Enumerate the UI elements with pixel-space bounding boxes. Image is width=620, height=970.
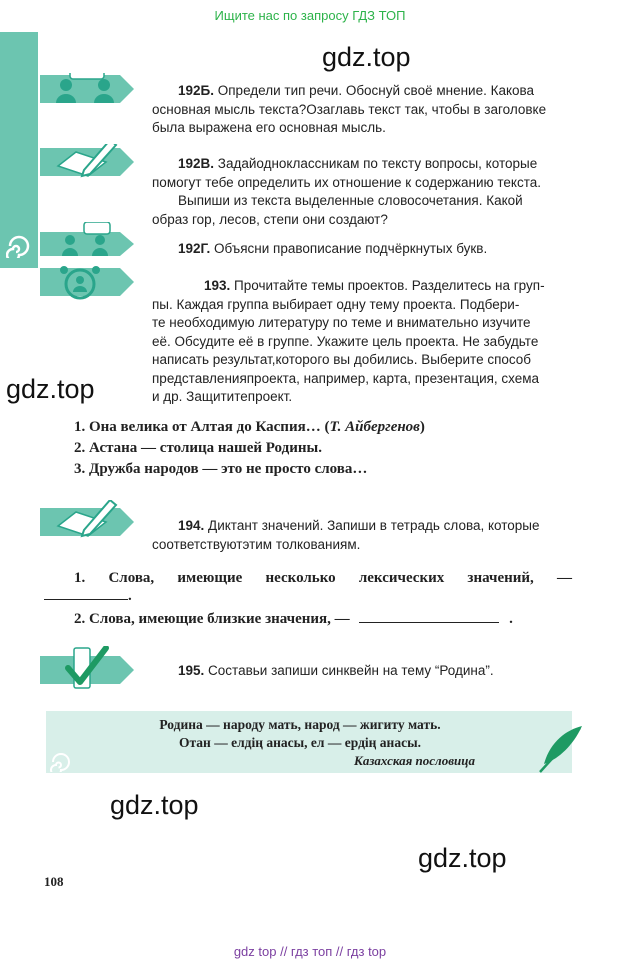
task-line: написать результат,которого вы добились. Выберите способ	[152, 352, 532, 367]
task-number: 192Б.	[178, 83, 214, 98]
task-line: Составьи запиши синквейн на тему “Родина”.	[208, 663, 494, 678]
project-topics-list	[74, 417, 574, 480]
pencil-writing-icon	[40, 144, 136, 176]
task-192b-text	[152, 82, 570, 138]
answer-blank[interactable]	[44, 587, 128, 600]
task-number: 195.	[178, 663, 205, 678]
side-decor-strip	[0, 32, 38, 268]
task-line: помогут тебе определить их отношение к содержанию текста.	[152, 174, 542, 190]
task-line: соответствуютэтим толкованиям.	[152, 536, 361, 552]
answer-blank[interactable]	[359, 610, 499, 623]
task-line: Определи тип речи. Обоснуй своё мнение. Какова	[217, 83, 535, 98]
task-192v-text	[152, 155, 570, 229]
definition-text: 2. Слова, имеющие близкие значения, —	[74, 611, 350, 627]
watermark: gdz.top	[418, 843, 507, 873]
watermark: gdz.top	[322, 42, 411, 72]
bottom-banner[interactable]: gdz top // гдз топ // гдз top	[233, 944, 387, 959]
task-number: 194.	[178, 518, 205, 533]
pencil-writing-icon	[40, 500, 136, 540]
task-line: Диктант значений. Запиши в тетрадь слова, которые	[208, 518, 540, 533]
definition-blank-1[interactable]	[44, 586, 132, 607]
swirl-icon	[50, 752, 76, 777]
top-search-banner[interactable]: Ищите нас по запросу ГДЗ ТОП	[214, 8, 406, 23]
task-line: Задайодноклассникам по тексту вопросы, которые	[217, 156, 538, 171]
proverb-source: Казахская пословица	[354, 753, 475, 768]
task-line: пы. Каждая группа выбирает одну тему проекта. Подбери-	[152, 296, 520, 312]
task-number: 192В.	[178, 156, 215, 171]
proverb-line: Отан — елдің анасы, ел — ердің анасы.	[179, 735, 421, 750]
task-line: Прочитайте темы проектов. Разделитесь на груп-	[234, 278, 545, 293]
checkmark-icon	[40, 646, 136, 692]
watermark: gdz.top	[6, 374, 95, 404]
task-line: её. Обсудите её в группе. Укажите цель проекта. Не забудьте	[152, 333, 539, 349]
feather-icon	[536, 724, 584, 779]
task-number: 192Г.	[178, 241, 211, 256]
period: .	[509, 611, 513, 627]
task-193-text	[152, 277, 572, 407]
task-line: и др. Защититепроект.	[152, 389, 293, 404]
task-line: представленияпроекта, например, карта, презентация, схема	[152, 370, 540, 386]
list-item: 1. Она велика от Алтая до Каспия… (Т. Айбергенов)	[74, 419, 425, 435]
page-number: 108	[44, 874, 64, 889]
task-195-text	[152, 662, 572, 681]
task-line: образ гор, лесов, степи они создают?	[152, 211, 388, 227]
watermark: gdz.top	[110, 790, 199, 820]
task-line: Выпиши из текста выделенные словосочетания. Какой	[178, 193, 523, 208]
group-icon	[40, 262, 136, 302]
period: .	[128, 588, 132, 604]
task-line: те необходимую литературу по теме и внимательно изучите	[152, 315, 531, 330]
discussion-icon	[40, 73, 136, 105]
task-194-text	[152, 517, 572, 554]
task-number: 193.	[204, 278, 231, 293]
swirl-icon	[6, 234, 36, 262]
proverb-line: Родина — народу мать, народ — жигиту мать.	[159, 717, 441, 732]
task-line: была выражена его основная мысль.	[152, 120, 386, 135]
task-line: основная мысль текста?Озаглавь текст так, чтобы в заголовке	[152, 101, 547, 117]
list-item: 2. Астана — столица нашей Родины.	[74, 440, 322, 456]
author-name: Т. Айбергенов	[329, 419, 420, 435]
definition-item: 1. Слова, имеющие несколько лексических значений, —	[74, 570, 572, 586]
discussion-icon	[40, 222, 136, 254]
definition-item	[74, 609, 513, 630]
task-192g-text	[178, 240, 570, 259]
task-line: Объясни правописание подчёркнутых букв.	[214, 241, 488, 256]
list-item: 3. Дружба народов — это не просто слова…	[74, 461, 368, 477]
